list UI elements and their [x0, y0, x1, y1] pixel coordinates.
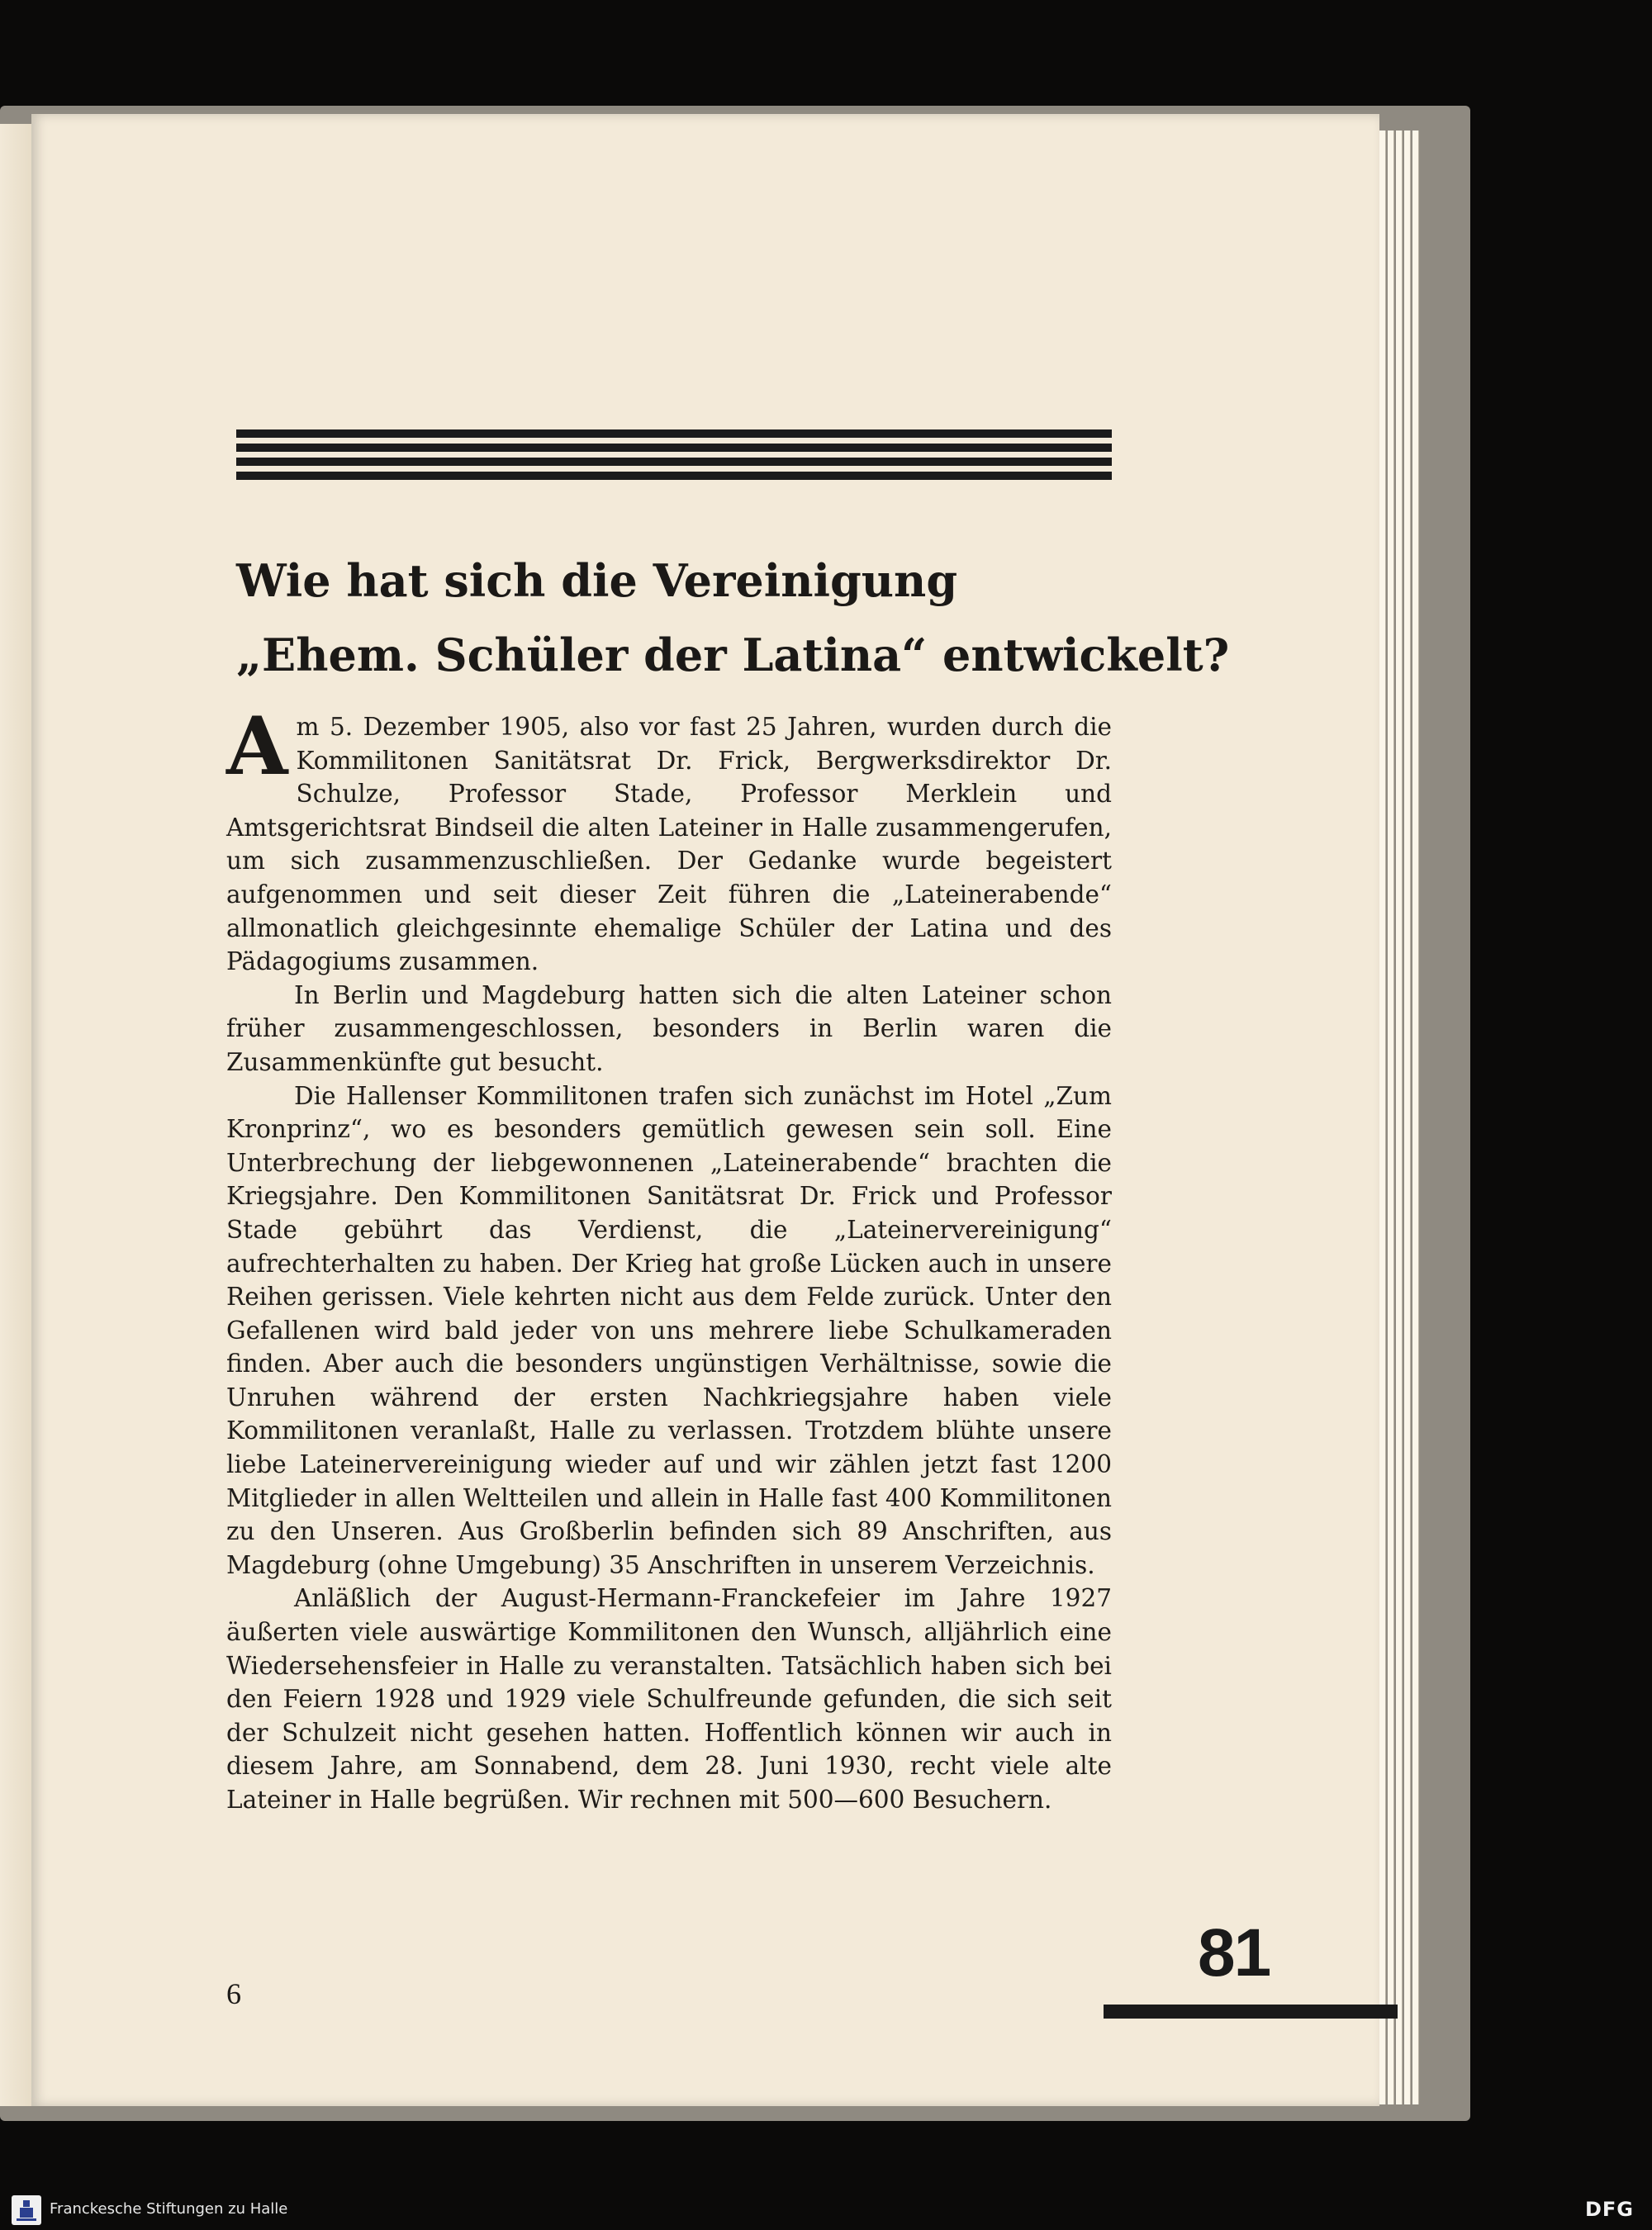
page-stack-edge	[1379, 130, 1386, 2104]
large-page-number: 81	[1198, 1915, 1270, 1990]
rule-line	[236, 472, 1112, 480]
drop-cap: A	[226, 700, 288, 793]
rule-line	[236, 444, 1112, 452]
facing-page-edge	[0, 124, 31, 2106]
institution-logo-icon	[12, 2195, 41, 2225]
page-stack-edge	[1412, 130, 1419, 2104]
article-title	[236, 543, 1230, 692]
scanned-page	[31, 114, 1379, 2106]
title-line-1: Wie hat sich die Vereinigung	[236, 554, 958, 607]
page-stack-edge	[1396, 130, 1403, 2104]
viewer-footer	[0, 2190, 1652, 2230]
paragraph: Die Hallenser Kommilitonen trafen sich zunächst im Hotel „Zum Kronprinz“, wo es besonders gemütlich gewesen sein soll. Eine Unterbrechung der liebgewonnenen „Lateinerabende“ brachten die Kriegsjahre. Den Kommilitonen Sanitätsrat Dr. Frick und Professor Stade gebührt das Verdienst, die „Lateinervereinigung“ aufrechterhalten zu haben. Der Krieg hat große Lücken auch in unsere Reihen gerissen. Viele kehrten nicht aus dem Felde zurück. Unter den Gefallenen wird bald jeder von uns mehrere liebe Schulkameraden finden. Aber auch die besonders ungünstigen Verhältnisse, sowie die Unruhen während der ersten Nachkriegsjahre haben viele Kommilitonen veranlaßt, Halle zu verlassen. Trotzdem blühte unsere liebe Lateinervereinigung wieder auf und wir zählen jetzt fast 1200 Mitglieder in allen Weltteilen und allein in Halle fast 400 Kommilitonen zu den Unseren. Aus Großberlin befinden sich 89 Anschriften, aus Magdeburg (ohne Umgebung) 35 Anschriften in unserem Verzeichnis.	[226, 1081, 1112, 1579]
title-line-2: „Ehem. Schüler der Latina“ entwickelt?	[236, 629, 1230, 681]
page-number: 6	[226, 1977, 241, 2010]
page-stack-edge	[1404, 130, 1411, 2104]
rule-line	[236, 429, 1112, 438]
paragraph-text: m 5. Dezember 1905, also vor fast 25 Jahren, wurden durch die Kommilitonen Sanitätsrat Dr. Frick, Bergwerksdirektor Dr. Schulze, Professor Stade, Professor Merklein und Amtsgerichtsrat Bindseil die alten Lateiner in Halle zusammengerufen, um sich zusammenzuschließen. Der Gedanke wurde begeistert aufgenommen und seit dieser Zeit führen die „Lateinerabende“ allmonatlich gleichgesinnte ehemalige Schüler der Latina und des Pädagogiums zusammen.	[226, 713, 1112, 976]
dfg-logo: DFG	[1584, 2198, 1634, 2221]
page-number-rule	[1104, 2005, 1398, 2019]
rule-line	[236, 458, 1112, 466]
decorative-rules	[236, 429, 1112, 486]
page-stack-edge	[1388, 130, 1394, 2104]
institution-name: Franckesche Stiftungen zu Halle	[50, 2200, 288, 2218]
article-body	[226, 700, 1112, 1817]
paragraph: In Berlin und Magdeburg hatten sich die alten Lateiner schon früher zusammengeschlossen, besonders in Berlin waren die Zusammenkünfte gut besucht.	[226, 980, 1112, 1076]
paragraph	[226, 700, 1112, 979]
paragraph: Anläßlich der August-Hermann-Franckefeier im Jahre 1927 äußerten viele auswärtige Kommilitonen den Wunsch, alljährlich eine Wiedersehensfeier in Halle zu veranstalten. Tatsächlich haben sich bei den Feiern 1928 und 1929 viele Schulfreunde gefunden, die sich seit der Schulzeit nicht gesehen hatten. Hoffentlich können wir auch in diesem Jahre, am Sonnabend, dem 28. Juni 1930, recht viele alte Lateiner in Halle begrüßen. Wir rechnen mit 500—600 Besuchern.	[226, 1584, 1112, 1814]
